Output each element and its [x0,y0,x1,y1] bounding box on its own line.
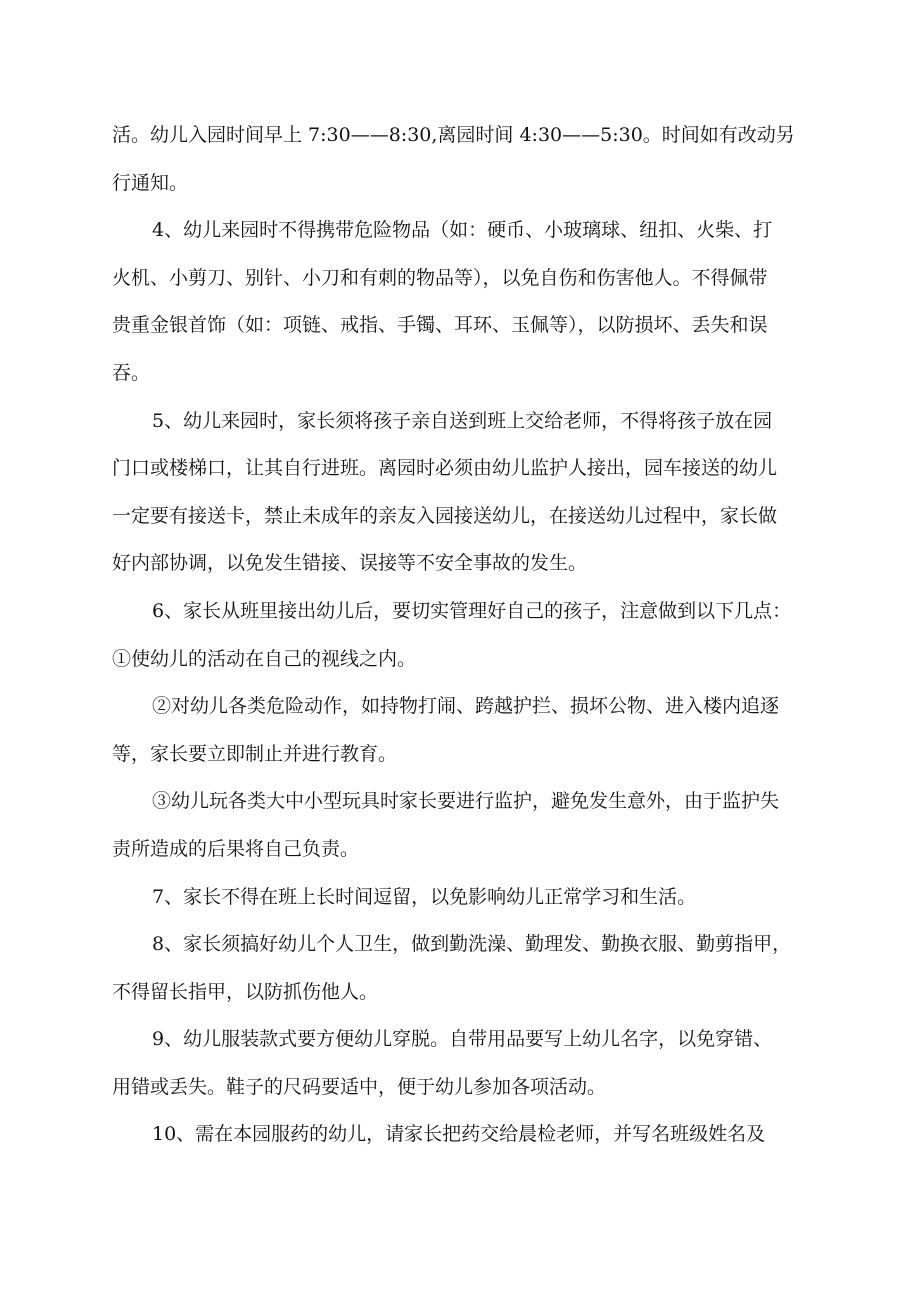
text-line: 责所造成的后果将自己负责。 [112,837,360,860]
text-line: 10、需在本园服药的幼儿，请家长把药交给晨检老师，并写名班级姓名及 [152,1123,766,1146]
document-body [112,112,824,1159]
text-line: 门口或楼梯口，让其自行进班。离园时必须由幼儿监护人接出，园车接送的幼儿 [112,457,778,480]
text-line: 用错或丢失。鞋子的尺码要适中，便于幼儿参加各项活动。 [112,1075,607,1098]
text-line: 活。幼儿入园时间早上 7:30——8:30,离园时间 4:30——5:30。时间如有改动另 [112,124,795,146]
text-line: 行通知。 [112,171,189,194]
text-line: 火机、小剪刀、别针、小刀和有刺的物品等），以免自伤和伤害他人。不得佩带 [112,266,768,289]
text-line: ①使幼儿的活动在自己的视线之内。 [112,647,417,670]
text-line: 贵重金银首饰（如：项链、戒指、手镯、耳环、玉佩等），以防损坏、丢失和误 [112,314,768,337]
text-line: 一定要有接送卡，禁止未成年的亲友入园接送幼儿，在接送幼儿过程中，家长做 [112,504,778,527]
text-line: ②对幼儿各类危险动作，如持物打闹、跨越护拦、损坏公物、进入楼内追逐 [152,695,780,718]
text-line: 等，家长要立即制止并进行教育。 [112,742,398,765]
text-line: 8、家长须搞好幼儿个人卫生，做到勤洗澡、勤理发、勤换衣服、勤剪指甲， [152,933,792,956]
text-line: 4、幼儿来园时不得携带危险物品（如：硬币、小玻璃球、纽扣、火柴、打 [152,219,773,242]
text-line: ③幼儿玩各类大中小型玩具时家长要进行监护，避免发生意外，由于监护失 [152,790,780,813]
text-line: 吞。 [112,361,151,384]
text-line: 7、家长不得在班上长时间逗留，以免影响幼儿正常学习和生活。 [152,885,697,908]
text-line: 好内部协调，以免发生错接、误接等不安全事故的发生。 [112,552,588,575]
text-line: 6、家长从班里接出幼儿后，要切实管理好自己的孩子，注意做到以下几点： [152,599,792,622]
text-line: 不得留长指甲，以防抓伤他人。 [112,980,379,1003]
text-line: 9、幼儿服装款式要方便幼儿穿脱。自带用品要写上幼儿名字，以免穿错、 [152,1028,773,1051]
text-line: 5、幼儿来园时，家长须将孩子亲自送到班上交给老师，不得将孩子放在园 [152,409,773,432]
